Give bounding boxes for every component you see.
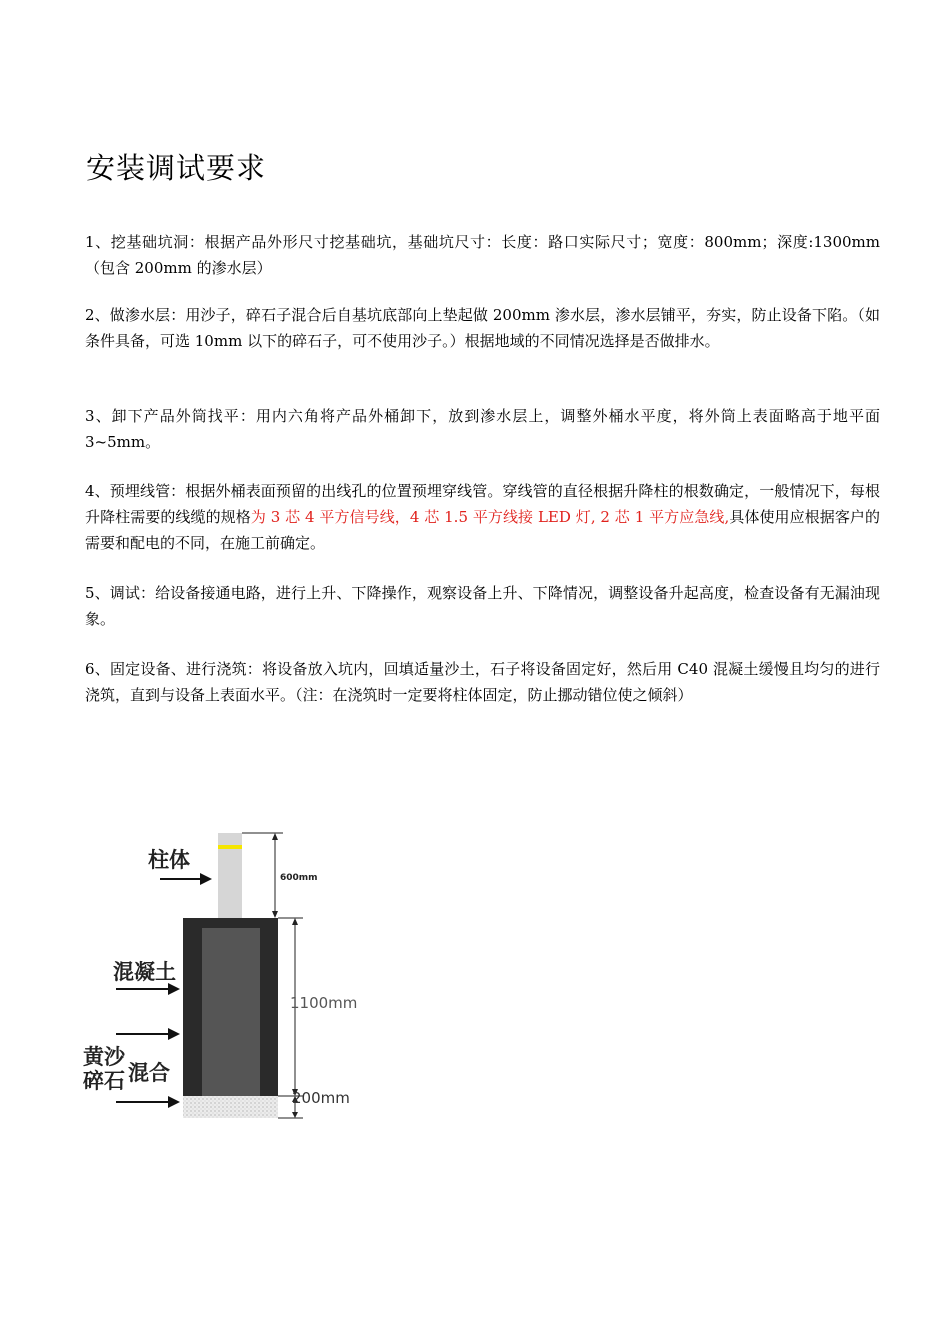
label-gravel: 碎石: [83, 1069, 125, 1093]
dim-label-bottom: 200mm: [292, 1089, 350, 1107]
step-6: 6、固定设备、进行浇筑：将设备放入坑内，回填适量沙土，石子将设备固定好，然后用 C40 混凝土缓慢且均匀的进行浇筑，直到与设备上表面水平。（注：在浇筑时一定要将柱体固定，防止挪动错位使之倾斜）: [85, 660, 880, 704]
page-title: 安装调试要求: [86, 151, 267, 185]
cable-spec-highlight: 为 3 芯 4 平方信号线，4 芯 1.5 平方线接 LED 灯, 2 芯 1 平方应急线,: [250, 508, 730, 526]
reflective-stripe: [218, 845, 242, 849]
inner-sleeve: [202, 928, 260, 1118]
step-1: 1、挖基础坑洞：根据产品外形尺寸挖基础坑，基础坑尺寸：长度：路口实际尺寸；宽度：800mm；深度:1300mm（包含 200mm 的渗水层）: [85, 233, 880, 277]
step-4: [85, 478, 880, 556]
label-concrete: 混凝土: [113, 960, 176, 984]
label-column: 柱体: [148, 848, 190, 872]
gravel-layer: [183, 1096, 278, 1118]
step-4-text-end: 具体使用应根据客户的需要和配电的不同，在施工前确定。: [85, 508, 880, 552]
step-2: 2、做渗水层：用沙子，碎石子混合后自基坑底部向上垫起做 200mm 渗水层，渗水层铺平，夯实，防止设备下陷。（如条件具备，可选 10mm 以下的碎石子，可不使用沙子。）根据地域的不同情况选择是否做排水。: [85, 306, 880, 350]
step-5: 5、调试：给设备接通电路，进行上升、下降操作，观察设备上升、下降情况，调整设备升起高度，检查设备有无漏油现象。: [85, 584, 880, 628]
dim-label-top: 600mm: [280, 873, 318, 883]
installation-diagram: [78, 826, 378, 1126]
dim-label-middle: 1100mm: [290, 994, 358, 1012]
step-4-text: 4、预埋线管：根据外桶表面预留的出线孔的位置预埋穿线管。穿线管的直径根据升降柱的根数确定，一般情况下，每根升降柱需要的线缆的规格: [85, 482, 880, 526]
label-mix: 混合: [128, 1061, 170, 1085]
step-3: 3、卸下产品外筒找平：用内六角将产品外桶卸下，放到渗水层上，调整外桶水平度，将外筒上表面略高于地平面 3~5mm。: [85, 407, 880, 451]
label-sand: 黄沙: [83, 1045, 125, 1069]
